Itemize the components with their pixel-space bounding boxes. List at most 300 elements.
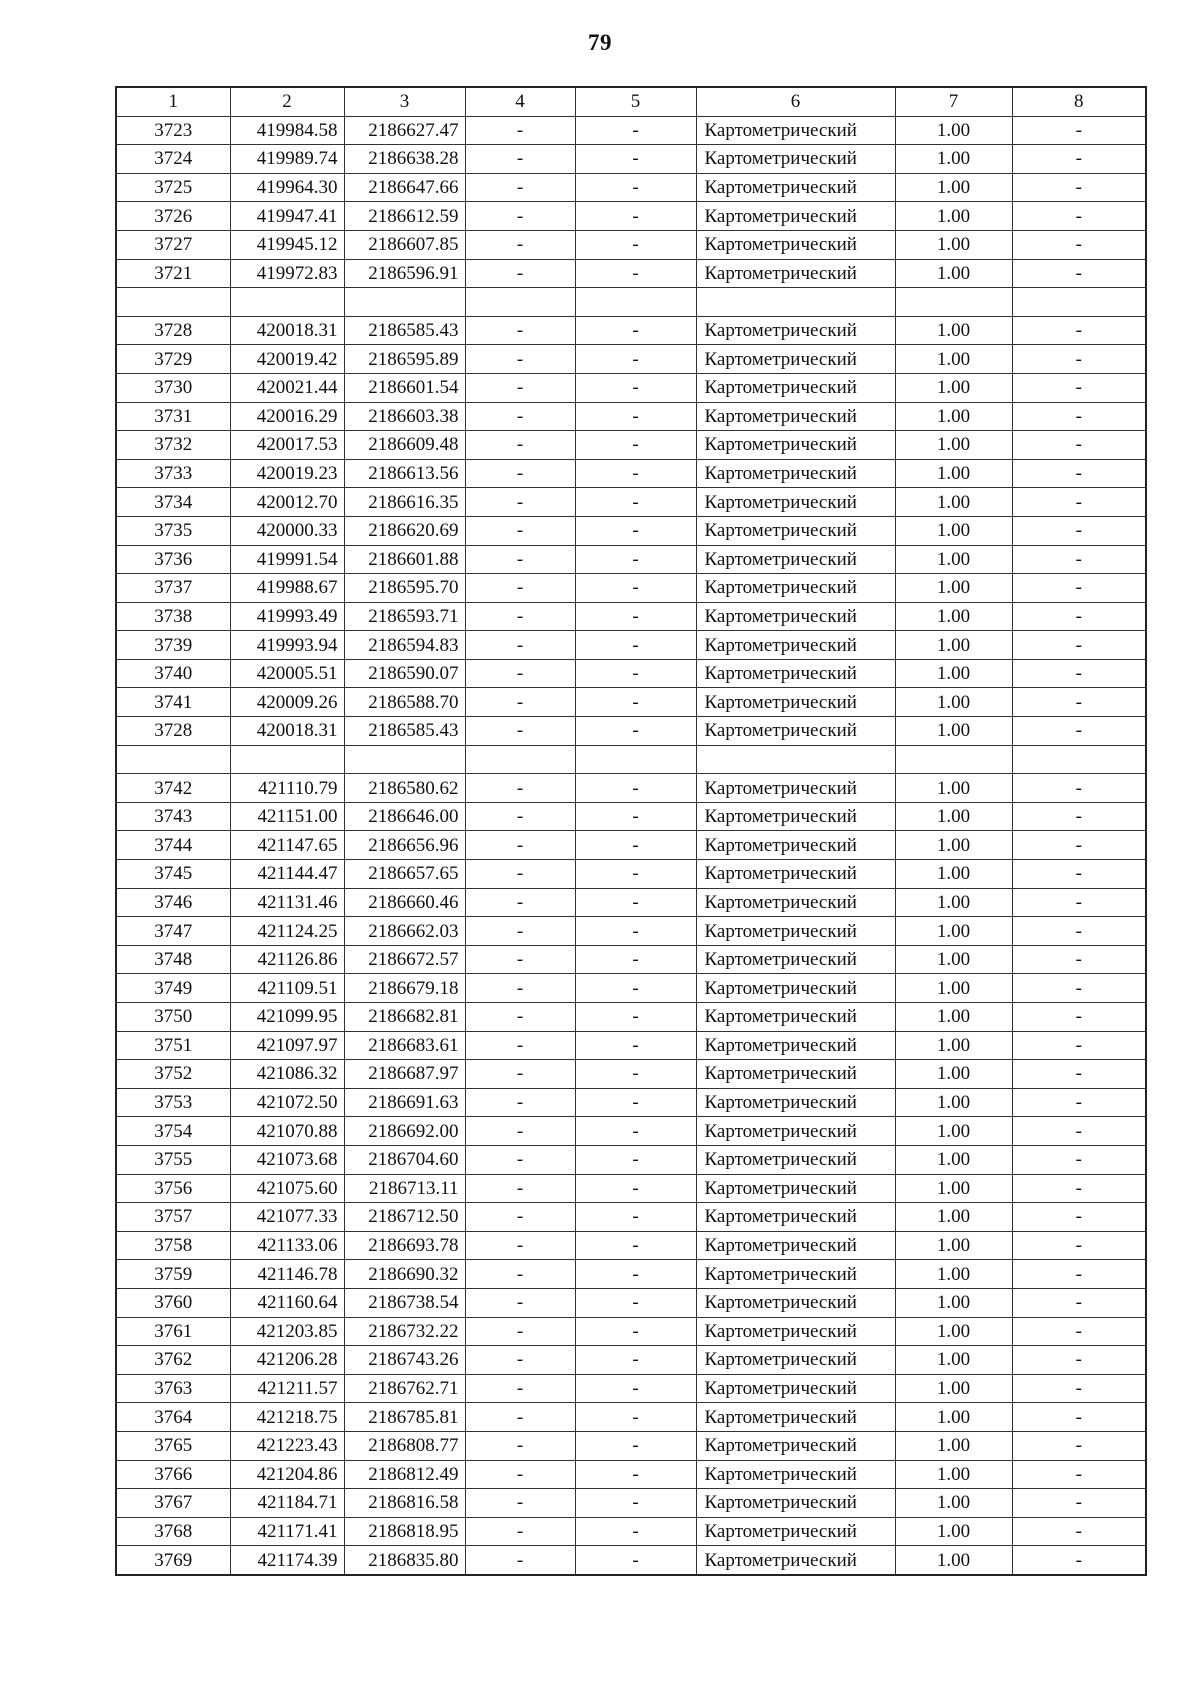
cell-method: Картометрический [696,1060,895,1089]
cell-col-8: - [1012,1517,1146,1546]
cell-col-4: - [465,173,575,202]
cell-coord-y: 2186656.96 [344,831,465,860]
cell-col-4: - [465,1374,575,1403]
cell-point-number: 3748 [116,945,230,974]
cell-col-8: - [1012,402,1146,431]
table-row [116,1260,1146,1289]
cell-accuracy: 1.00 [895,1060,1012,1089]
cell-accuracy: 1.00 [895,574,1012,603]
cell-method: Картометрический [696,488,895,517]
cell-col-5: - [575,1203,696,1232]
cell-col-4: - [465,1145,575,1174]
cell-method: Картометрический [696,1174,895,1203]
cell-point-number: 3729 [116,345,230,374]
cell-col-8: - [1012,1317,1146,1346]
cell-col-5: - [575,345,696,374]
cell-point-number: 3752 [116,1060,230,1089]
cell-coord-x: 420019.42 [230,345,344,374]
cell-coord-x: 420005.51 [230,659,344,688]
cell-col-4: - [465,974,575,1003]
cell-accuracy: 1.00 [895,202,1012,231]
cell-accuracy: 1.00 [895,1260,1012,1289]
table-row [116,1460,1146,1489]
cell-method: Картометрический [696,1088,895,1117]
cell-method: Картометрический [696,1003,895,1032]
cell-accuracy: 1.00 [895,545,1012,574]
cell-col-4: - [465,1517,575,1546]
cell-col-5: - [575,1460,696,1489]
cell-method: Картометрический [696,259,895,288]
cell-col-5: - [575,116,696,145]
cell-col-4: - [465,774,575,803]
table-row [116,1374,1146,1403]
cell-point-number: 3757 [116,1203,230,1232]
table-row [116,230,1146,259]
cell-col-5: - [575,1317,696,1346]
cell-col-8: - [1012,1145,1146,1174]
cell-coord-y: 2186691.63 [344,1088,465,1117]
cell-col-8: - [1012,459,1146,488]
table-row [116,574,1146,603]
table-row [116,545,1146,574]
page-number: 79 [588,30,612,55]
cell-method [696,745,895,774]
cell-method: Картометрический [696,1288,895,1317]
cell-col-5: - [575,1546,696,1575]
cell-col-5: - [575,488,696,517]
cell-col-8: - [1012,1489,1146,1518]
cell-coord-x: 419947.41 [230,202,344,231]
cell-col-4: - [465,202,575,231]
cell-method: Картометрический [696,1460,895,1489]
cell-coord-y: 2186596.91 [344,259,465,288]
cell-coord-y [344,288,465,317]
cell-coord-x: 421151.00 [230,802,344,831]
column-header: 4 [465,87,575,116]
cell-method: Картометрический [696,545,895,574]
cell-accuracy: 1.00 [895,488,1012,517]
cell-col-4: - [465,1003,575,1032]
cell-method: Картометрический [696,1403,895,1432]
cell-accuracy: 1.00 [895,459,1012,488]
cell-coord-x: 420016.29 [230,402,344,431]
cell-col-5: - [575,1060,696,1089]
cell-point-number: 3756 [116,1174,230,1203]
cell-col-4: - [465,945,575,974]
cell-col-4: - [465,917,575,946]
cell-col-4: - [465,488,575,517]
cell-coord-x: 421099.95 [230,1003,344,1032]
cell-col-4: - [465,431,575,460]
cell-coord-x: 421072.50 [230,1088,344,1117]
table-row [116,459,1146,488]
cell-method: Картометрический [696,145,895,174]
cell-col-8: - [1012,802,1146,831]
cell-col-5: - [575,574,696,603]
cell-method: Картометрический [696,373,895,402]
cell-col-5 [575,288,696,317]
table-row [116,1203,1146,1232]
cell-col-5: - [575,774,696,803]
cell-col-8: - [1012,860,1146,889]
cell-col-4: - [465,1460,575,1489]
cell-coord-y: 2186818.95 [344,1517,465,1546]
cell-col-4: - [465,1346,575,1375]
cell-col-4: - [465,116,575,145]
cell-accuracy: 1.00 [895,1460,1012,1489]
cell-method: Картометрический [696,116,895,145]
cell-col-5: - [575,631,696,660]
cell-coord-y: 2186732.22 [344,1317,465,1346]
cell-coord-y: 2186683.61 [344,1031,465,1060]
cell-col-5: - [575,1031,696,1060]
cell-col-8: - [1012,1431,1146,1460]
cell-accuracy [895,288,1012,317]
cell-col-5: - [575,431,696,460]
cell-col-8: - [1012,831,1146,860]
cell-method: Картометрический [696,831,895,860]
cell-method: Картометрический [696,1374,895,1403]
cell-point-number: 3739 [116,631,230,660]
cell-point-number: 3749 [116,974,230,1003]
cell-col-4: - [465,888,575,917]
cell-col-5: - [575,717,696,746]
table-row [116,659,1146,688]
cell-col-5: - [575,1346,696,1375]
cell-coord-y: 2186816.58 [344,1489,465,1518]
cell-col-4 [465,288,575,317]
cell-coord-x: 420018.31 [230,316,344,345]
cell-accuracy: 1.00 [895,1431,1012,1460]
table-row [116,1231,1146,1260]
cell-coord-x: 421206.28 [230,1346,344,1375]
cell-col-8: - [1012,145,1146,174]
cell-accuracy: 1.00 [895,1546,1012,1575]
cell-point-number: 3744 [116,831,230,860]
cell-method: Картометрический [696,1489,895,1518]
cell-col-8: - [1012,974,1146,1003]
cell-coord-y: 2186660.46 [344,888,465,917]
cell-coord-x [230,288,344,317]
cell-accuracy: 1.00 [895,1288,1012,1317]
cell-point-number: 3721 [116,259,230,288]
cell-col-5: - [575,259,696,288]
cell-col-4: - [465,145,575,174]
cell-method: Картометрический [696,774,895,803]
cell-coord-y: 2186627.47 [344,116,465,145]
cell-point-number: 3743 [116,802,230,831]
cell-point-number: 3737 [116,574,230,603]
cell-accuracy: 1.00 [895,1088,1012,1117]
cell-col-8: - [1012,1117,1146,1146]
cell-coord-x: 421203.85 [230,1317,344,1346]
table-row [116,1317,1146,1346]
cell-coord-x: 420021.44 [230,373,344,402]
cell-col-8: - [1012,602,1146,631]
table-row [116,1431,1146,1460]
cell-col-4: - [465,860,575,889]
cell-coord-y: 2186682.81 [344,1003,465,1032]
cell-coord-y: 2186738.54 [344,1288,465,1317]
cell-col-5: - [575,974,696,1003]
cell-point-number: 3742 [116,774,230,803]
cell-coord-y: 2186603.38 [344,402,465,431]
cell-point-number: 3733 [116,459,230,488]
cell-coord-y: 2186590.07 [344,659,465,688]
cell-accuracy: 1.00 [895,345,1012,374]
cell-point-number: 3767 [116,1489,230,1518]
cell-col-4: - [465,659,575,688]
table-row [116,1145,1146,1174]
cell-col-5: - [575,602,696,631]
cell-coord-x: 421223.43 [230,1431,344,1460]
cell-col-4: - [465,831,575,860]
cell-col-8: - [1012,259,1146,288]
cell-coord-y: 2186580.62 [344,774,465,803]
cell-method: Картометрический [696,1031,895,1060]
table-row [116,431,1146,460]
column-header: 2 [230,87,344,116]
cell-coord-y: 2186785.81 [344,1403,465,1432]
cell-col-4: - [465,688,575,717]
cell-accuracy: 1.00 [895,1374,1012,1403]
table-row [116,402,1146,431]
cell-method: Картометрический [696,602,895,631]
cell-method: Картометрический [696,659,895,688]
cell-point-number: 3768 [116,1517,230,1546]
cell-coord-x: 421211.57 [230,1374,344,1403]
cell-col-8: - [1012,1546,1146,1575]
cell-coord-y: 2186585.43 [344,717,465,746]
cell-method: Картометрический [696,345,895,374]
cell-coord-y: 2186687.97 [344,1060,465,1089]
cell-coord-x: 421110.79 [230,774,344,803]
cell-coord-x: 421146.78 [230,1260,344,1289]
cell-col-8: - [1012,631,1146,660]
cell-accuracy: 1.00 [895,1203,1012,1232]
cell-point-number: 3762 [116,1346,230,1375]
cell-col-5: - [575,1003,696,1032]
cell-coord-x: 421218.75 [230,1403,344,1432]
cell-accuracy: 1.00 [895,888,1012,917]
cell-col-4 [465,745,575,774]
table-row [116,1288,1146,1317]
cell-col-8: - [1012,345,1146,374]
cell-coord-y: 2186672.57 [344,945,465,974]
cell-method: Картометрический [696,974,895,1003]
cell-coord-y: 2186692.00 [344,1117,465,1146]
cell-coord-x: 420000.33 [230,516,344,545]
table-row [116,717,1146,746]
cell-col-8: - [1012,574,1146,603]
cell-col-8: - [1012,888,1146,917]
cell-point-number: 3736 [116,545,230,574]
cell-accuracy: 1.00 [895,831,1012,860]
cell-col-5: - [575,1088,696,1117]
cell-method: Картометрический [696,688,895,717]
cell-coord-x: 420018.31 [230,717,344,746]
cell-point-number [116,288,230,317]
table-header-row [116,87,1146,116]
table-row [116,1088,1146,1117]
cell-col-8 [1012,288,1146,317]
cell-coord-y: 2186601.88 [344,545,465,574]
cell-coord-x: 421171.41 [230,1517,344,1546]
cell-point-number: 3751 [116,1031,230,1060]
cell-col-8: - [1012,373,1146,402]
cell-accuracy: 1.00 [895,945,1012,974]
column-header: 1 [116,87,230,116]
cell-accuracy: 1.00 [895,145,1012,174]
cell-col-5: - [575,1517,696,1546]
cell-col-8: - [1012,1031,1146,1060]
cell-coord-x: 420012.70 [230,488,344,517]
cell-col-4: - [465,316,575,345]
table-row [116,802,1146,831]
cell-col-5: - [575,888,696,917]
cell-col-5: - [575,945,696,974]
cell-col-4: - [465,717,575,746]
cell-coord-y: 2186762.71 [344,1374,465,1403]
cell-coord-x: 420017.53 [230,431,344,460]
cell-col-4: - [465,373,575,402]
cell-col-4: - [465,459,575,488]
table-row [116,259,1146,288]
cell-accuracy: 1.00 [895,1517,1012,1546]
cell-method: Картометрический [696,802,895,831]
table-body [116,87,1146,1575]
column-header: 3 [344,87,465,116]
cell-coord-y: 2186585.43 [344,316,465,345]
cell-point-number: 3758 [116,1231,230,1260]
table-row [116,688,1146,717]
cell-col-5: - [575,1174,696,1203]
cell-point-number: 3731 [116,402,230,431]
table-row [116,1117,1146,1146]
cell-coord-x: 419988.67 [230,574,344,603]
cell-coord-x: 421086.32 [230,1060,344,1089]
table-row [116,831,1146,860]
cell-accuracy: 1.00 [895,1317,1012,1346]
cell-col-5: - [575,1145,696,1174]
table-row [116,860,1146,889]
cell-col-5: - [575,145,696,174]
column-header: 8 [1012,87,1146,116]
cell-point-number: 3765 [116,1431,230,1460]
cell-method: Картометрический [696,1203,895,1232]
cell-col-4: - [465,1260,575,1289]
table-row [116,1546,1146,1575]
cell-col-5: - [575,831,696,860]
cell-accuracy: 1.00 [895,774,1012,803]
cell-point-number: 3759 [116,1260,230,1289]
cell-accuracy: 1.00 [895,1403,1012,1432]
cell-point-number: 3723 [116,116,230,145]
cell-coord-y: 2186657.65 [344,860,465,889]
table-row [116,774,1146,803]
cell-col-4: - [465,402,575,431]
cell-coord-x: 419984.58 [230,116,344,145]
cell-col-8: - [1012,1003,1146,1032]
table-row [116,202,1146,231]
cell-point-number: 3734 [116,488,230,517]
cell-accuracy: 1.00 [895,717,1012,746]
cell-coord-x: 421131.46 [230,888,344,917]
cell-method: Картометрический [696,1117,895,1146]
separator-row [116,745,1146,774]
cell-point-number: 3761 [116,1317,230,1346]
cell-method: Картометрический [696,1517,895,1546]
cell-col-5: - [575,316,696,345]
cell-col-4: - [465,1088,575,1117]
cell-method: Картометрический [696,1546,895,1575]
cell-method: Картометрический [696,516,895,545]
cell-method: Картометрический [696,945,895,974]
cell-coord-x: 421204.86 [230,1460,344,1489]
cell-coord-x: 419993.49 [230,602,344,631]
cell-col-5: - [575,545,696,574]
cell-col-8: - [1012,316,1146,345]
cell-coord-y: 2186713.11 [344,1174,465,1203]
cell-accuracy: 1.00 [895,173,1012,202]
cell-coord-x: 419972.83 [230,259,344,288]
cell-col-8: - [1012,1060,1146,1089]
cell-method: Картометрический [696,230,895,259]
cell-accuracy: 1.00 [895,259,1012,288]
cell-method: Картометрический [696,1145,895,1174]
cell-col-5: - [575,659,696,688]
cell-accuracy: 1.00 [895,1174,1012,1203]
cell-accuracy: 1.00 [895,373,1012,402]
cell-col-8: - [1012,1174,1146,1203]
cell-col-5: - [575,202,696,231]
cell-accuracy: 1.00 [895,1003,1012,1032]
cell-point-number: 3766 [116,1460,230,1489]
cell-coord-y: 2186646.00 [344,802,465,831]
cell-method: Картометрический [696,917,895,946]
cell-col-5: - [575,1117,696,1146]
cell-col-5: - [575,1231,696,1260]
cell-col-5: - [575,860,696,889]
cell-col-4: - [465,1431,575,1460]
cell-coord-x: 421133.06 [230,1231,344,1260]
cell-accuracy: 1.00 [895,516,1012,545]
cell-point-number: 3726 [116,202,230,231]
cell-coord-y: 2186808.77 [344,1431,465,1460]
column-header: 7 [895,87,1012,116]
cell-coord-y [344,745,465,774]
cell-col-5: - [575,459,696,488]
cell-coord-x: 421075.60 [230,1174,344,1203]
cell-method: Картометрический [696,888,895,917]
cell-col-4: - [465,545,575,574]
cell-col-8: - [1012,173,1146,202]
cell-accuracy: 1.00 [895,974,1012,1003]
cell-col-8: - [1012,488,1146,517]
table-row [116,516,1146,545]
cell-col-8: - [1012,774,1146,803]
cell-col-5: - [575,1260,696,1289]
cell-point-number: 3747 [116,917,230,946]
cell-accuracy: 1.00 [895,1231,1012,1260]
cell-method: Картометрический [696,431,895,460]
separator-row [116,288,1146,317]
cell-col-4: - [465,574,575,603]
table-row [116,1489,1146,1518]
cell-point-number: 3728 [116,717,230,746]
cell-method [696,288,895,317]
cell-coord-x [230,745,344,774]
